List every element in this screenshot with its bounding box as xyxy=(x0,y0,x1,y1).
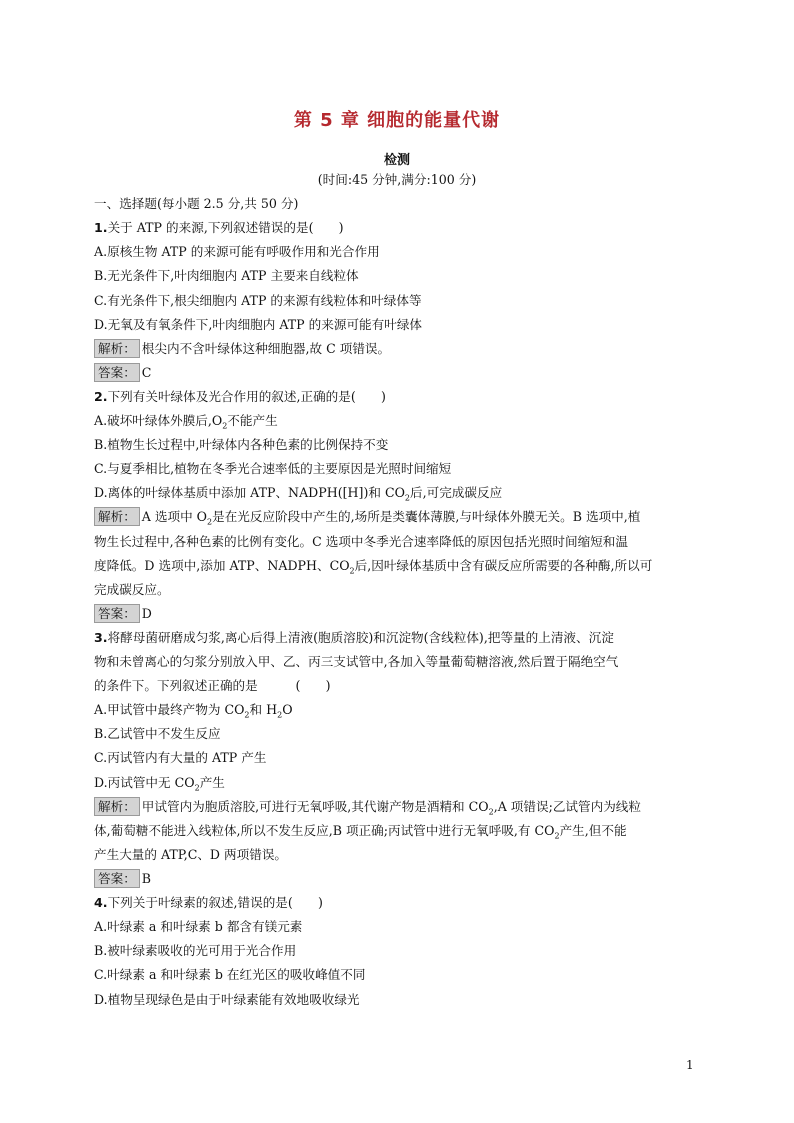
text-part: 后,因叶绿体基质中含有碳反应所需要的各种酶,所以可 xyxy=(354,558,653,573)
text-part: A.甲试管中最终产物为 CO xyxy=(94,702,245,717)
analysis-tag: 解析： xyxy=(94,797,140,816)
question-3-stem-line-2: 物和未曾离心的匀浆分别放入甲、乙、丙三支试管中,各加入等量葡萄糖溶液,然后置于隔绝空气 xyxy=(94,654,619,669)
text-part: 不能产生 xyxy=(227,413,278,428)
text-part: 甲试管内为胞质溶胶,可进行无氧呼吸,其代谢产物是酒精和 CO xyxy=(141,799,489,814)
question-2-stem xyxy=(94,385,714,409)
q1-option-b: B.无光条件下,叶肉细胞内 ATP 主要来自线粒体 xyxy=(94,268,359,283)
text-part: 体,葡萄糖不能进入线粒体,所以不发生反应,B 项正确;丙试管中进行无氧呼吸,有 CO xyxy=(94,823,555,838)
subscript: 2 xyxy=(222,421,228,431)
section-heading: 一、选择题(每小题 2.5 分,共 50 分) xyxy=(94,196,299,211)
question-3-stem-line-1 xyxy=(94,626,714,650)
question-text: 下列关于叶绿素的叙述,错误的是( ) xyxy=(107,895,323,910)
q1-analysis xyxy=(94,337,714,361)
text-part: D.丙试管中无 CO xyxy=(94,775,195,790)
question-3-stem-line-3: 的条件下。下列叙述正确的是 ( ) xyxy=(94,678,331,693)
question-number: 1. xyxy=(94,220,108,235)
q2-option-b: B.植物生长过程中,叶绿体内各种色素的比例保持不变 xyxy=(94,437,389,452)
question-number: 4. xyxy=(94,895,108,910)
text-part: 产生 xyxy=(199,775,225,790)
answer-tag: 答案： xyxy=(94,869,140,888)
text-part: 后,可完成碳反应 xyxy=(410,485,503,500)
page-number: 1 xyxy=(686,1058,694,1072)
q4-option-c: C.叶绿素 a 和叶绿素 b 在红光区的吸收峰值不同 xyxy=(94,967,366,982)
q2-analysis-line-3 xyxy=(94,554,714,578)
text-part: 度降低。D 选项中,添加 ATP、NADPH、CO xyxy=(94,558,350,573)
q3-analysis-line-1 xyxy=(94,795,714,819)
section-subtitle: 检测 xyxy=(383,153,410,168)
q1-answer xyxy=(94,361,714,385)
text-part: A 选项中 O xyxy=(141,509,207,524)
q2-answer xyxy=(94,602,714,626)
q3-analysis-line-3: 产生大量的 ATP,C、D 两项错误。 xyxy=(94,847,288,862)
analysis-tag: 解析： xyxy=(94,339,140,358)
text-part: D.离体的叶绿体基质中添加 ATP、NADPH([H])和 CO xyxy=(94,485,405,500)
answer-text: D xyxy=(141,606,152,621)
q2-option-d xyxy=(94,481,714,505)
q3-option-d xyxy=(94,771,714,795)
subscript: 2 xyxy=(554,831,560,841)
q1-option-a: A.原核生物 ATP 的来源可能有呼吸作用和光合作用 xyxy=(94,244,380,259)
text-part: 是在光反应阶段中产生的,场所是类囊体薄膜,与叶绿体外膜无关。B 选项中,植 xyxy=(212,509,641,524)
q2-option-c: C.与夏季相比,植物在冬季光合速率低的主要原因是光照时间缩短 xyxy=(94,461,452,476)
question-text: 下列有关叶绿体及光合作用的叙述,正确的是( ) xyxy=(107,389,386,404)
question-1-stem xyxy=(94,216,714,240)
answer-tag: 答案： xyxy=(94,604,140,623)
subscript: 2 xyxy=(277,710,283,720)
subscript: 2 xyxy=(207,517,213,527)
q4-option-a: A.叶绿素 a 和叶绿素 b 都含有镁元素 xyxy=(94,919,303,934)
q2-analysis-line-1 xyxy=(94,505,714,529)
text-part: 和 H xyxy=(249,702,278,717)
analysis-tag: 解析： xyxy=(94,507,140,526)
answer-text: B xyxy=(141,871,152,886)
subscript: 2 xyxy=(244,710,250,720)
subscript: 2 xyxy=(488,807,494,817)
question-text: 关于 ATP 的来源,下列叙述错误的是( ) xyxy=(107,220,344,235)
chapter-title: 第 5 章 细胞的能量代谢 xyxy=(293,110,501,131)
subscript: 2 xyxy=(349,566,355,576)
answer-text: C xyxy=(141,365,152,380)
q2-option-a xyxy=(94,409,714,433)
answer-tag: 答案： xyxy=(94,363,140,382)
question-number: 3. xyxy=(94,630,108,645)
q3-analysis-line-2 xyxy=(94,819,714,843)
text-part: A.破坏叶绿体外膜后,O xyxy=(94,413,223,428)
q4-option-b: B.被叶绿素吸收的光可用于光合作用 xyxy=(94,943,297,958)
q1-option-c: C.有光条件下,根尖细胞内 ATP 的来源有线粒体和叶绿体等 xyxy=(94,293,422,308)
q4-option-d: D.植物呈现绿色是由于叶绿素能有效地吸收绿光 xyxy=(94,992,360,1007)
question-4-stem xyxy=(94,891,714,915)
text-part: O xyxy=(282,702,293,717)
q3-option-a xyxy=(94,698,714,722)
q2-analysis-line-2: 物生长过程中,各种色素的比例有变化。C 选项中冬季光合速率降低的原因包括光照时间缩短和温 xyxy=(94,534,628,549)
q2-analysis-line-4: 完成碳反应。 xyxy=(94,582,170,597)
subscript: 2 xyxy=(404,493,411,503)
text-part: ,A 项错误;乙试管内为线粒 xyxy=(493,799,641,814)
analysis-text: 根尖内不含叶绿体这种细胞器,故 C 项错误。 xyxy=(141,341,391,356)
question-text: 将酵母菌研磨成匀浆,离心后得上清液(胞质溶胶)和沉淀物(含线粒体),把等量的上清液、沉淀 xyxy=(107,630,614,645)
text-part: 产生,但不能 xyxy=(559,823,627,838)
q3-answer xyxy=(94,867,714,891)
question-number: 2. xyxy=(94,389,108,404)
time-info: (时间:45 分钟,满分:100 分) xyxy=(317,172,477,187)
subscript: 2 xyxy=(194,783,200,793)
q3-option-c: C.丙试管内有大量的 ATP 产生 xyxy=(94,750,267,765)
q3-option-b: B.乙试管中不发生反应 xyxy=(94,726,221,741)
q1-option-d: D.无氧及有氧条件下,叶肉细胞内 ATP 的来源可能有叶绿体 xyxy=(94,317,423,332)
